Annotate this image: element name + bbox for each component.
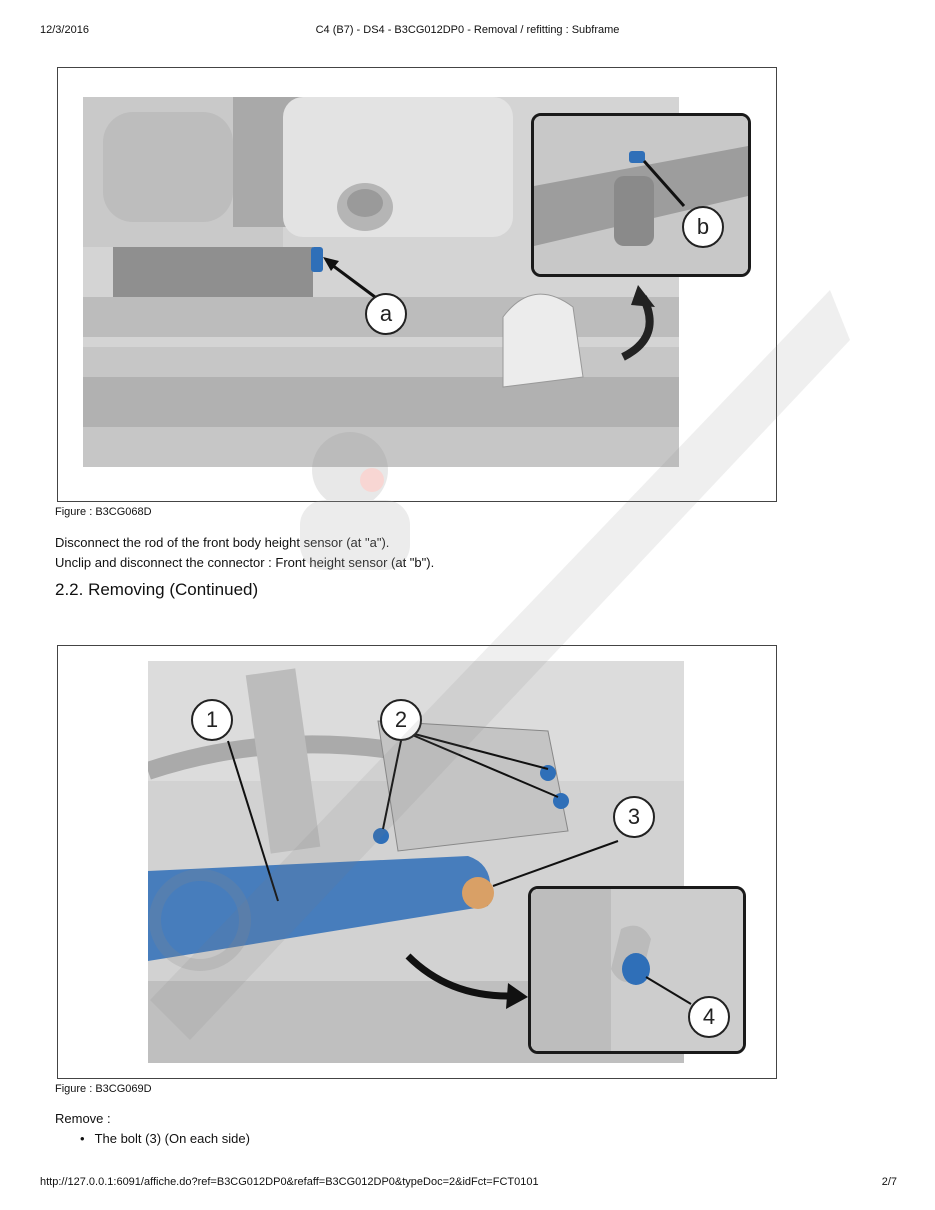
figure-2-caption: Figure : B3CG069D [55,1083,152,1095]
figure-2 [57,645,777,1079]
figure-1-caption: Figure : B3CG068D [55,506,152,518]
footer-page-number: 2/7 [881,1176,897,1188]
callout-b: b [682,206,724,248]
callout-2: 2 [380,699,422,741]
figure-1 [57,67,777,502]
list-item: • The bolt (3) (On each side) [80,1131,250,1146]
callout-1: 1 [191,699,233,741]
callout-4: 4 [688,996,730,1038]
remove-intro: Remove : [55,1111,111,1126]
section-heading: 2.2. Removing (Continued) [55,580,259,599]
header-date: 12/3/2016 [40,24,89,36]
callout-3: 3 [613,796,655,838]
footer-url: http://127.0.0.1:6091/affiche.do?ref=B3CG012DP0&refaff=B3CG012DP0&typeDoc=2&idFct=FCT0101 [40,1176,539,1188]
instruction-line-1: Disconnect the rod of the front body height sensor (at "a"). [55,535,390,550]
callout-a: a [365,293,407,335]
instruction-line-2: Unclip and disconnect the connector : Front height sensor (at "b"). [55,555,435,570]
figure-1-detail-inset [531,113,751,277]
header-title: C4 (B7) - DS4 - B3CG012DP0 - Removal / refitting : Subframe [315,24,620,36]
